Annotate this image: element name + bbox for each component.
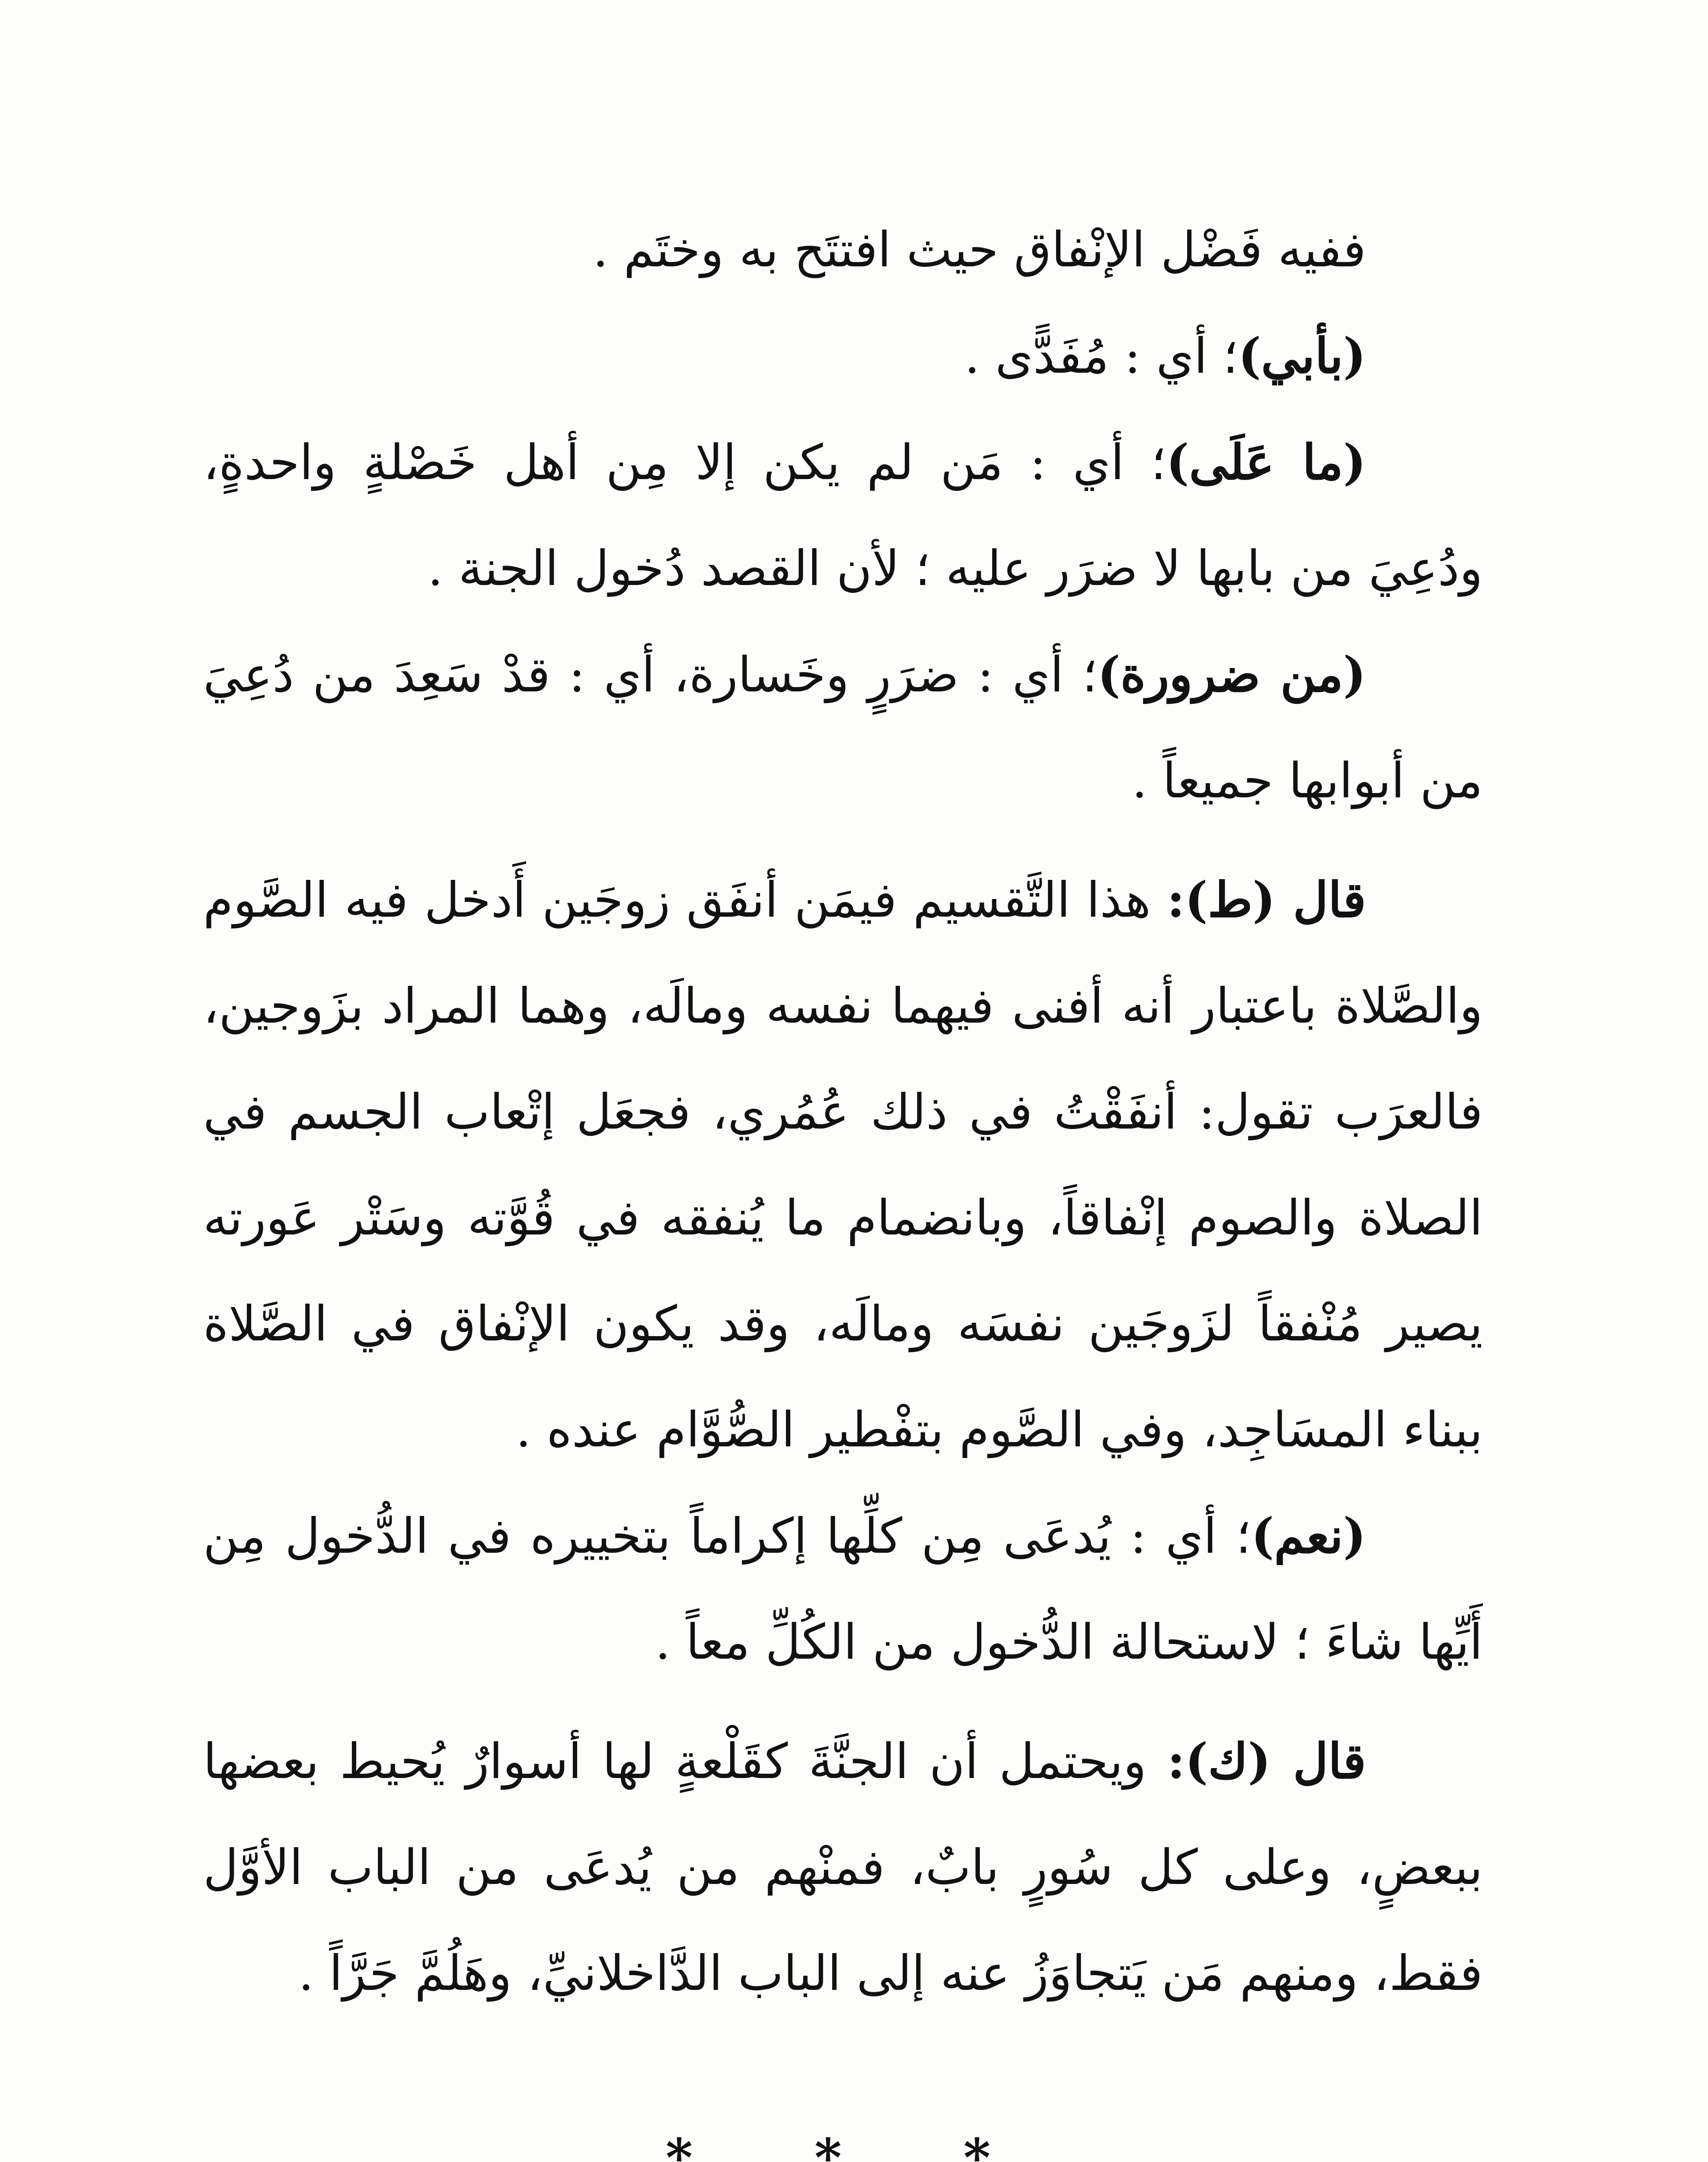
paragraph-text: ؛ أي : يُدعَى مِن كلِّها إكراماً بتخييره في الدُّخول مِن أَيِّها شاءَ ؛ لاستحالة الدُّخول من الكُلِّ معاً . xyxy=(203,1508,1483,1670)
paragraph-5 xyxy=(203,847,1483,1483)
paragraph-7 xyxy=(203,1708,1483,2027)
paragraph-text: ؛ أي : مَن لم يكن إلا مِن أهل خَصْلةٍ واحدةٍ، ودُعِيَ من بابها لا ضرَر عليه ؛ لأن القصد دُخول الجنة . xyxy=(203,435,1483,597)
section-ornament: * * * xyxy=(665,2127,1043,2162)
paragraph-6 xyxy=(203,1483,1483,1695)
paragraph-text: ففيه فَضْل الإنْفاق حيث افتتَح به وختَم . xyxy=(593,222,1366,278)
paragraph-text: هذا التَّقسيم فيمَن أنفَق زوجَين أَدخل فيه الصَّوم والصَّلاة باعتبار أنه أفنى فيهما نفسه ومالَه، وهما المراد بزَوجين، فالعرَب تقول: أنفَقْتُ في ذلك عُمُري، فجعَل إتْعاب الجسم في الصلاة والصوم إنْفاقاً، وبانضمام ما يُنفقه في قُوَّته وسَتْر عَورته يصير مُنْفقاً لزَوجَين نفسَه ومالَه، وقد يكون الإنْفاق في الصَّلاة ببناء المسَاجِد، وفي الصَّوم بتفْطير الصُّوَّام عنده . xyxy=(203,872,1483,1458)
commentary-text xyxy=(203,197,1483,2027)
paragraph-2 xyxy=(203,303,1483,409)
paragraph-4 xyxy=(203,622,1483,834)
lemma: (من ضرورة) xyxy=(1097,646,1366,703)
lemma: (نعم) xyxy=(1251,1508,1366,1564)
paragraph-text: ويحتمل أن الجنَّةَ كقَلْعةٍ لها أسوارٌ يُحيط بعضها ببعضٍ، وعلى كل سُورٍ بابٌ، فمنْهم من يُدعَى من الباب الأوَّل فقط، ومنهم مَن يَتجاوَزُ عنه إلى الباب الدَّاخلانيِّ، وهَلُمَّ جَرَّاً . xyxy=(203,1733,1483,2002)
paragraph-text: ؛ أي : مُفَدًّى . xyxy=(964,328,1239,384)
lemma: (ما عَلَى) xyxy=(1166,434,1366,491)
lemma: (بأبي) xyxy=(1238,328,1366,384)
paragraph-1 xyxy=(203,197,1483,303)
lemma: قال (ط): xyxy=(1167,872,1366,928)
lemma: قال (ك): xyxy=(1167,1733,1366,1790)
paragraph-3 xyxy=(203,409,1483,622)
paragraph-text: ؛ أي : ضرَرٍ وخَسارة، أي : قدْ سَعِدَ من دُعِيَ من أبوابها جميعاً . xyxy=(203,647,1483,809)
